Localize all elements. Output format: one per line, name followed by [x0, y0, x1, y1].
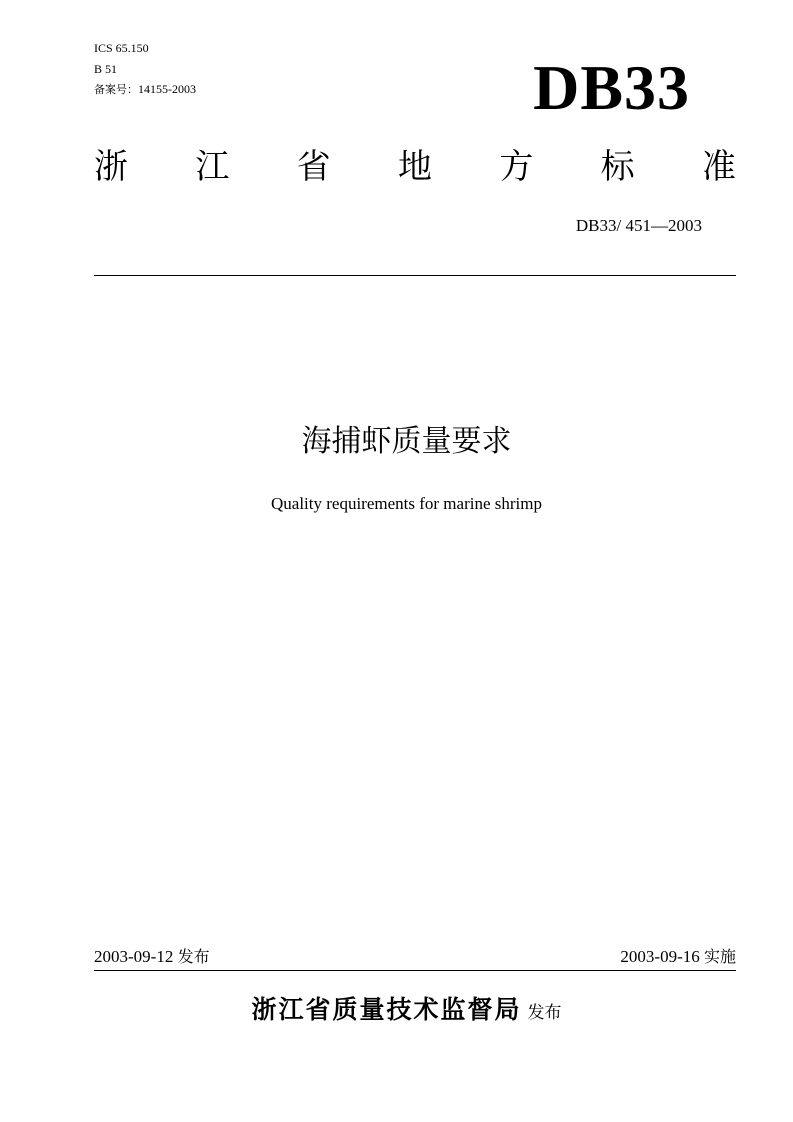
standard-type-char: 地 — [397, 147, 432, 187]
implementation-label: 实施 — [703, 947, 736, 966]
implementation-date-value: 2003-09-16 — [620, 947, 700, 966]
issue-date — [94, 946, 210, 968]
standard-type-char: 江 — [195, 147, 230, 187]
ccs-code: B 51 — [94, 62, 118, 76]
db-mark: DB33 — [533, 52, 690, 123]
standard-type-char: 准 — [701, 147, 736, 187]
standard-type-heading — [94, 144, 736, 190]
filing-label: 备案号： — [94, 83, 138, 96]
standard-type-char: 标 — [600, 147, 635, 187]
filing-number — [94, 82, 196, 97]
implementation-date — [620, 946, 736, 968]
issuer-suffix: 发布 — [527, 1003, 562, 1023]
standard-type-char: 方 — [499, 147, 534, 187]
document-title-english: Quality requirements for marine shrimp — [271, 494, 542, 513]
issue-label: 发布 — [177, 947, 210, 966]
footer-divider — [94, 970, 736, 971]
issuer — [0, 992, 793, 1031]
ics-code: ICS 65.150 — [94, 41, 149, 55]
document-title-chinese: 海捕虾质量要求 — [301, 424, 512, 459]
issuer-name: 浙江省质量技术监督局 — [251, 995, 522, 1024]
issue-date-value: 2003-09-12 — [94, 947, 174, 966]
header-divider — [94, 275, 736, 276]
standard-type-char: 省 — [296, 147, 331, 187]
standard-number: DB33/ 451—2003 — [575, 216, 702, 235]
standard-type-char: 浙 — [94, 147, 128, 187]
filing-number-value: 14155-2003 — [138, 82, 196, 96]
